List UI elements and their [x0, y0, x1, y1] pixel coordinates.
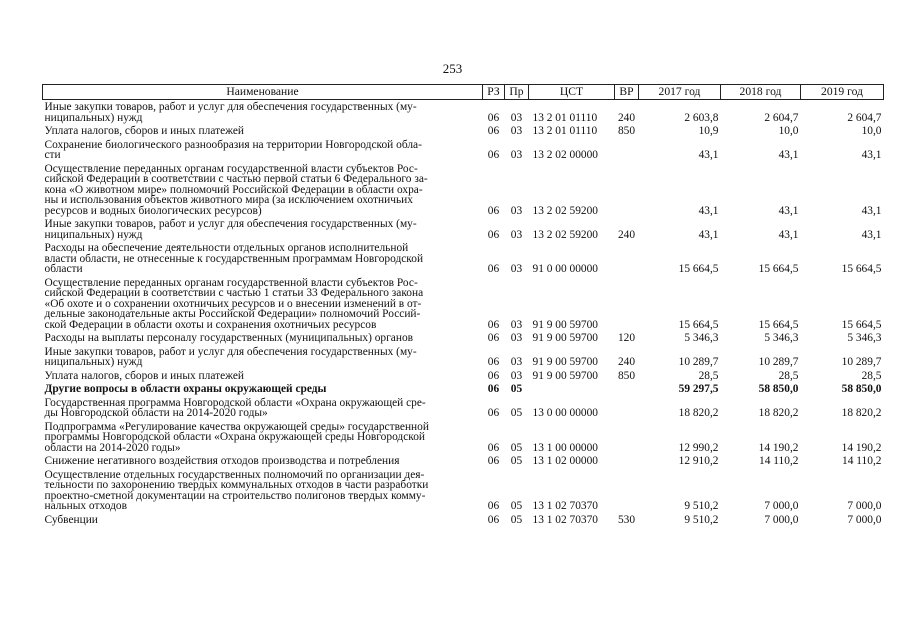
table-row	[43, 369, 884, 383]
row-name: Уплата налогов, сборов и иных платежей	[44, 125, 244, 137]
row-cst: 13 1 02 70370	[532, 513, 598, 526]
row-rz: 06	[487, 149, 500, 161]
row-2018: 5 346,3	[764, 332, 799, 344]
row-vr	[615, 420, 639, 455]
row-2018: 15 664,5	[758, 318, 799, 331]
row-cst: 13 2 02 59200	[532, 228, 598, 241]
row-2019: 14 110,2	[842, 455, 882, 467]
row-cst: 91 9 00 59700	[532, 332, 598, 344]
row-2017: 12 990,2	[678, 441, 719, 454]
table-row	[43, 420, 884, 455]
row-cst: 13 2 01 01110	[532, 125, 598, 137]
row-cst: 91 9 00 59700	[532, 356, 598, 368]
row-2018: 43,1	[778, 228, 799, 241]
row-vr	[615, 454, 639, 468]
row-pr: 03	[510, 204, 523, 217]
table-row	[43, 331, 884, 345]
row-name: Другие вопросы в области охраны окружающей среды	[44, 383, 327, 395]
row-2017: 28,5	[698, 369, 719, 382]
table-row	[43, 100, 884, 125]
row-cst: 13 2 01 01110	[532, 111, 598, 124]
row-pr: 03	[510, 125, 523, 137]
row-name: Иные закупки товаров, работ и услуг для обеспечения государственных (му- ниципальных) нужд	[44, 101, 417, 124]
row-vr: 240	[617, 111, 636, 124]
row-pr: 03	[510, 111, 523, 124]
row-vr: 240	[617, 356, 636, 368]
row-vr: 850	[617, 125, 636, 137]
row-2019: 10,0	[861, 125, 882, 137]
row-2019: 5 346,3	[847, 332, 882, 344]
row-rz: 06	[487, 263, 500, 275]
header-2017: 2017 год	[639, 85, 721, 100]
row-rz: 06	[487, 383, 500, 395]
row-2018: 43,1	[778, 204, 799, 217]
row-name: Подпрограмма «Регулирование качества окружающей среды» государственной программы Новгородской области «Охрана окружающей среды Новгородской области на 2014-2020 годы»	[44, 420, 429, 454]
row-name: Осуществление переданных органам государственной власти субъектов Рос- сийской Федерации в соответствии с частью первой статьи 6 Федерального за- кона «О животном мире» полномочий Российской Федерации в области охра- ны и использования объектов животного мира (за исключением охотничьих ресурсов и водных биологических ресурсов)	[44, 162, 428, 217]
table-row	[43, 513, 884, 527]
row-name: Снижение негативного воздействия отходов производства и потребления	[44, 455, 400, 467]
row-pr: 05	[510, 407, 523, 419]
row-pr: 03	[510, 318, 523, 331]
row-rz: 06	[487, 407, 500, 419]
row-rz: 06	[487, 332, 500, 344]
row-2019: 28,5	[861, 369, 882, 382]
header-cst: ЦСТ	[529, 85, 615, 100]
row-cst: 13 1 00 00000	[532, 441, 598, 454]
row-cst: 91 0 00 00000	[532, 263, 598, 275]
budget-table	[42, 84, 884, 526]
row-pr: 03	[510, 332, 523, 344]
row-vr: 530	[617, 513, 636, 526]
row-pr: 03	[510, 263, 523, 275]
row-cst: 13 1 02 70370	[532, 500, 598, 512]
row-2017: 10,9	[698, 125, 719, 137]
row-name: Иные закупки товаров, работ и услуг для обеспечения государственных (му- ниципальных) нужд	[44, 218, 417, 241]
table-row	[43, 396, 884, 420]
table-row	[43, 276, 884, 332]
row-name: Уплата налогов, сборов и иных платежей	[44, 369, 244, 382]
row-2017: 43,1	[698, 149, 719, 161]
row-2019: 14 190,2	[841, 441, 882, 454]
row-pr: 03	[510, 228, 523, 241]
row-2019: 43,1	[861, 149, 882, 161]
table-row	[43, 454, 884, 468]
row-2019: 15 664,5	[841, 263, 882, 275]
header-rz: РЗ	[483, 85, 505, 100]
row-rz: 06	[487, 111, 500, 124]
row-2019: 10 289,7	[841, 356, 882, 368]
row-vr: 240	[617, 228, 636, 241]
row-2018: 7 000,0	[764, 500, 799, 512]
row-vr	[615, 396, 639, 420]
row-name: Осуществление переданных органам государственной власти субъектов Рос- сийской Федерации в соответствии с частью 1 статьи 33 Федерального закона «Об охоте и о сохранении охотничьих ресурсов и о внесении изменений в от- дельные законодательные акты Российской Федерации» полномочий Россий- ской Федерации в области охоты и сохранения охотничьих ресурсов	[44, 276, 424, 331]
row-2018: 14 190,2	[758, 441, 799, 454]
row-vr	[615, 382, 639, 396]
row-name: Сохранение биологического разнообразия на территории Новгородской обла- сти	[44, 138, 422, 161]
row-pr: 03	[510, 356, 523, 368]
row-2019: 43,1	[861, 228, 882, 241]
row-2018: 18 820,2	[758, 407, 799, 419]
row-cst: 91 9 00 59700	[532, 369, 598, 382]
row-2019: 18 820,2	[841, 407, 882, 419]
row-name: Осуществление отдельных государственных полномочий по организации дея- тельности по захоронению твердых коммунальных отходов в части разработки проектно-сметной документации на строительство полигонов твердых комму- нальных отходов	[44, 468, 429, 512]
row-rz: 06	[487, 513, 500, 526]
row-2018: 43,1	[778, 149, 799, 161]
row-pr: 03	[510, 149, 523, 161]
row-name: Иные закупки товаров, работ и услуг для обеспечения государственных (му- ниципальных) нужд	[44, 345, 417, 368]
table-row	[43, 138, 884, 162]
table-row	[43, 124, 884, 138]
row-cst: 13 2 02 00000	[532, 149, 598, 161]
row-name: Расходы на обеспечение деятельности отдельных органов исполнительной власти области, не отнесенные к государственным программам Новгородской области	[44, 242, 424, 275]
row-cst: 13 1 02 00000	[532, 455, 598, 467]
row-pr: 05	[510, 500, 523, 512]
row-2018: 2 604,7	[764, 111, 799, 124]
header-2019: 2019 год	[801, 85, 884, 100]
row-2018: 28,5	[778, 369, 799, 382]
row-2019: 2 604,7	[847, 111, 882, 124]
row-2019: 15 664,5	[841, 318, 882, 331]
row-vr: 120	[617, 332, 636, 344]
row-vr	[615, 276, 639, 332]
table-row	[43, 217, 884, 241]
row-2017: 9 510,2	[684, 513, 719, 526]
row-rz: 06	[487, 500, 500, 512]
page-number: 253	[442, 61, 463, 76]
row-rz: 06	[487, 228, 500, 241]
table-body	[43, 100, 884, 527]
row-2018: 15 664,5	[758, 263, 799, 275]
row-cst	[529, 382, 615, 396]
row-2019: 7 000,0	[847, 513, 882, 526]
row-name: Расходы на выплаты персоналу государственных (муниципальных) органов	[44, 332, 414, 344]
table-row	[43, 162, 884, 218]
row-2017: 15 664,5	[678, 318, 719, 331]
row-vr	[615, 138, 639, 162]
row-rz: 06	[487, 369, 500, 382]
row-pr: 05	[510, 513, 523, 526]
table-row	[43, 382, 884, 396]
row-rz: 06	[487, 204, 500, 217]
table-row	[43, 241, 884, 276]
row-2017: 59 297,5	[678, 383, 719, 395]
row-2017: 9 510,2	[684, 500, 719, 512]
row-2019: 43,1	[861, 204, 882, 217]
row-2018: 7 000,0	[764, 513, 799, 526]
row-pr: 05	[510, 441, 523, 454]
row-2017: 2 603,8	[684, 111, 719, 124]
row-vr	[615, 162, 639, 218]
row-2017: 5 346,3	[684, 332, 719, 344]
row-2017: 43,1	[698, 204, 719, 217]
row-2018: 10 289,7	[758, 356, 799, 368]
row-cst: 91 9 00 59700	[532, 318, 598, 331]
row-pr: 03	[510, 369, 523, 382]
row-cst: 13 2 02 59200	[532, 204, 598, 217]
row-rz: 06	[487, 441, 500, 454]
row-name: Субвенции	[44, 513, 98, 526]
row-pr: 05	[510, 383, 523, 395]
row-pr: 05	[510, 455, 523, 467]
row-2018: 58 850,0	[758, 383, 799, 395]
row-vr	[615, 468, 639, 513]
row-2018: 10,0	[778, 125, 799, 137]
row-rz: 06	[487, 356, 500, 368]
table-row	[43, 468, 884, 513]
row-rz: 06	[487, 318, 500, 331]
row-2017: 43,1	[698, 228, 719, 241]
row-2019: 7 000,0	[847, 500, 882, 512]
table-row	[43, 345, 884, 369]
row-2017: 12 910,2	[678, 455, 719, 467]
row-vr	[615, 241, 639, 276]
row-vr: 850	[617, 369, 636, 382]
row-cst: 13 0 00 00000	[532, 407, 598, 419]
row-rz: 06	[487, 125, 500, 137]
row-2017: 15 664,5	[678, 263, 719, 275]
row-2017: 10 289,7	[678, 356, 719, 368]
table-header-row	[43, 85, 884, 100]
header-2018: 2018 год	[721, 85, 801, 100]
row-2018: 14 110,2	[759, 455, 799, 467]
row-2019: 58 850,0	[841, 383, 882, 395]
row-2017: 18 820,2	[678, 407, 719, 419]
header-name: Наименование	[43, 85, 483, 100]
header-pr: Пр	[505, 85, 529, 100]
header-vr: ВР	[615, 85, 639, 100]
row-rz: 06	[487, 455, 500, 467]
row-name: Государственная программа Новгородской области «Охрана окружающей сре- ды Новгородской области на 2014-2020 годы»	[44, 396, 426, 419]
